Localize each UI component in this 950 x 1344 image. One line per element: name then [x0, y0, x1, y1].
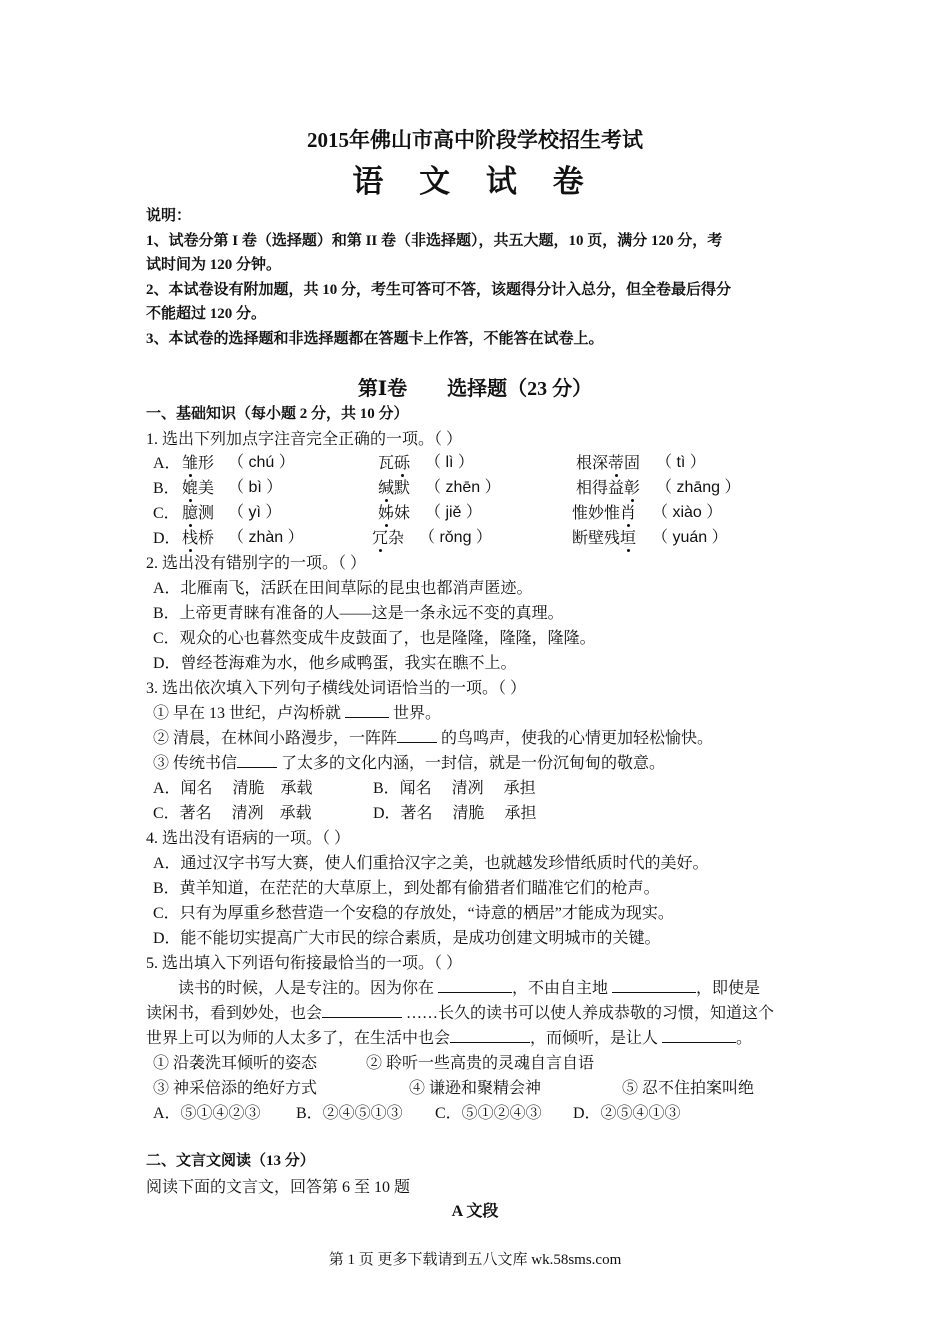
q1-pinyin-1: （ bì ） — [228, 479, 283, 496]
q1-word-3: 相得益彰 — [576, 475, 640, 498]
q1-pinyin-2: （ zhēn ） — [425, 479, 501, 496]
q1-option-label: C． — [153, 505, 180, 522]
q4-option-d: D．能不能切实提高广大市民的综合素质，是成功创建文明城市的关键。 — [153, 930, 661, 947]
instruction-2-line-2: 不能超过 120 分。 — [146, 306, 267, 322]
q1-word-3: 断壁残垣 — [572, 525, 636, 548]
answer-blank — [438, 978, 512, 993]
q4-option-c: C．只有为厚重乡愁营造一个安稳的存放处，“诗意的栖居”才能成为现实。 — [153, 905, 674, 922]
q1-pinyin-3: （ xiào ） — [652, 504, 723, 521]
q1-pinyin-3: （ zhāng ） — [656, 479, 741, 496]
q3-option-a: A．闻名 清脆 承载 — [153, 780, 313, 797]
answer-blank — [322, 1003, 402, 1018]
q5-option-b: B．②④⑤①③ — [296, 1105, 403, 1122]
answer-blank — [450, 1028, 530, 1043]
answer-blank — [612, 978, 696, 993]
q1-word-1: 栈桥 — [182, 525, 214, 548]
q3-option-c: C．著名 清冽 承载 — [153, 805, 312, 822]
q5-choice-5: ⑤ 忍不住拍案叫绝 — [622, 1080, 755, 1097]
q5-choice-4: ④ 谦逊和聚精会神 — [409, 1080, 542, 1097]
q5-passage-line-3: 世界上可以为师的人太多了，在生活中也会 ，而倾听，是让人 。 — [146, 1030, 753, 1047]
instruction-3: 3、本试卷的选择题和非选择题都在答题卡上作答，不能答在试卷上。 — [146, 331, 604, 347]
q3-sentence-2: ② 清晨，在林间小路漫步，一阵阵 的鸟鸣声，使我的心情更加轻松愉快。 — [153, 730, 714, 747]
q2-option-c: C．观众的心也暮然变成牛皮鼓面了，也是隆隆，隆隆，隆隆。 — [153, 630, 596, 647]
q1-word-1: 雏形 — [182, 450, 214, 473]
q1-option-label: A． — [153, 455, 181, 472]
q3-option-d: D．著名 清脆 承担 — [373, 805, 537, 822]
q1-pinyin-3: （ yuán ） — [652, 529, 728, 546]
q1-word-2: 瓦砾 — [378, 450, 410, 473]
q1-pinyin-1: （ chú ） — [228, 454, 295, 471]
q3-stem: 3. 选出依次填入下列句子横线处词语恰当的一项。（ ） — [146, 680, 527, 697]
q5-option-a: A．⑤①④②③ — [153, 1105, 261, 1122]
q1-word-1: 臆测 — [182, 500, 214, 523]
q1-pinyin-2: （ jiě ） — [425, 504, 482, 521]
q5-passage-line-2: 读闲书，看到妙处，也会 ……长久的读书可以使人养成恭敬的习惯，知道这个 — [146, 1005, 775, 1022]
q5-option-d: D．②⑤④①③ — [573, 1105, 681, 1122]
q4-stem: 4. 选出没有语病的一项。（ ） — [146, 830, 351, 847]
q5-choice-3: ③ 神采倍添的绝好方式 — [153, 1080, 318, 1097]
q3-sentence-1: ① 早在 13 世纪，卢沟桥就 世界。 — [153, 705, 442, 722]
q1-stem: 1. 选出下列加点字注音完全正确的一项。（ ） — [146, 431, 463, 448]
q1-word-1: 媲美 — [182, 475, 214, 498]
section2-title: 二、文言文阅读（13 分） — [146, 1153, 315, 1169]
answer-blank — [397, 728, 437, 743]
instruction-2-line-1: 2、本试卷设有附加题，共 10 分，考生可答可不答，该题得分计入总分，但全卷最后得分 — [146, 282, 732, 298]
q2-option-d: D．曾经苍海难为水，他乡咸鸭蛋，我实在瞧不上。 — [153, 655, 517, 672]
q1-pinyin-1: （ zhàn ） — [228, 529, 304, 546]
q1-option-label: D． — [153, 530, 181, 547]
q3-sentence-3: ③ 传统书信 了太多的文化内涵，一封信，就是一份沉甸甸的敬意。 — [153, 755, 666, 772]
q2-option-a: A．北雁南飞，活跃在田间草际的昆虫也都消声匿迹。 — [153, 580, 533, 597]
q1-word-3: 惟妙惟肖 — [572, 500, 636, 523]
q3-option-b: B．闻名 清冽 承担 — [373, 780, 536, 797]
q5-passage-line-1: 读书的时候，人是专注的。因为你在 ，不由自主地 ，即使是 — [178, 980, 761, 997]
answer-blank — [237, 753, 277, 768]
q1-word-2: 姊妹 — [378, 500, 410, 523]
q4-option-a: A．通过汉字书写大赛，使人们重拾汉字之美，也就越发珍惜纸质时代的美好。 — [153, 855, 709, 872]
exam-subtitle: 语 文 试 卷 — [352, 164, 598, 199]
answer-blank — [662, 1028, 736, 1043]
q5-stem: 5. 选出填入下列语句衔接最恰当的一项。（ ） — [146, 955, 463, 972]
q2-stem: 2. 选出没有错别字的一项。（ ） — [146, 555, 367, 572]
exam-title: 2015年佛山市高中阶段学校招生考试 — [307, 128, 643, 152]
answer-blank — [345, 703, 389, 718]
q1-word-3: 根深蒂固 — [576, 450, 640, 473]
q1-pinyin-2: （ rǒng ） — [419, 529, 492, 546]
q1-pinyin-1: （ yì ） — [228, 504, 282, 521]
section2-intro: 阅读下面的文言文，回答第 6 至 10 题 — [146, 1179, 411, 1196]
q1-pinyin-2: （ lì ） — [425, 454, 474, 471]
q1-pinyin-3: （ tì ） — [656, 454, 706, 471]
section1-title: 一、基础知识（每小题 2 分，共 10 分） — [146, 406, 409, 422]
q4-option-b: B．黄羊知道，在茫茫的大草原上，到处都有偷猎者们瞄准它们的枪声。 — [153, 880, 660, 897]
page-footer: 第 1 页 更多下载请到五八文库 wk.58sms.com — [328, 1252, 622, 1268]
instructions-label: 说明： — [146, 208, 192, 224]
instruction-1-line-2: 试时间为 120 分钟。 — [146, 257, 282, 273]
q1-word-2: 冗杂 — [372, 525, 404, 548]
q5-choice-1: ① 沿袭洗耳倾听的姿态 — [153, 1055, 318, 1072]
part1-title: 第Ⅰ卷 选择题（23 分） — [357, 378, 593, 400]
q1-option-label: B． — [153, 480, 180, 497]
q1-word-2: 缄默 — [378, 475, 410, 498]
passage-title: A 文段 — [451, 1203, 499, 1220]
instruction-1-line-1: 1、试卷分第 I 卷（选择题）和第 II 卷（非选择题），共五大题，10 页，满分 120 分，考 — [146, 233, 723, 249]
q5-choice-2: ② 聆听一些高贵的灵魂自言自语 — [366, 1055, 595, 1072]
q5-option-c: C．⑤①②④③ — [435, 1105, 542, 1122]
q2-option-b: B．上帝更青睐有准备的人——这是一条永远不变的真理。 — [153, 605, 564, 622]
